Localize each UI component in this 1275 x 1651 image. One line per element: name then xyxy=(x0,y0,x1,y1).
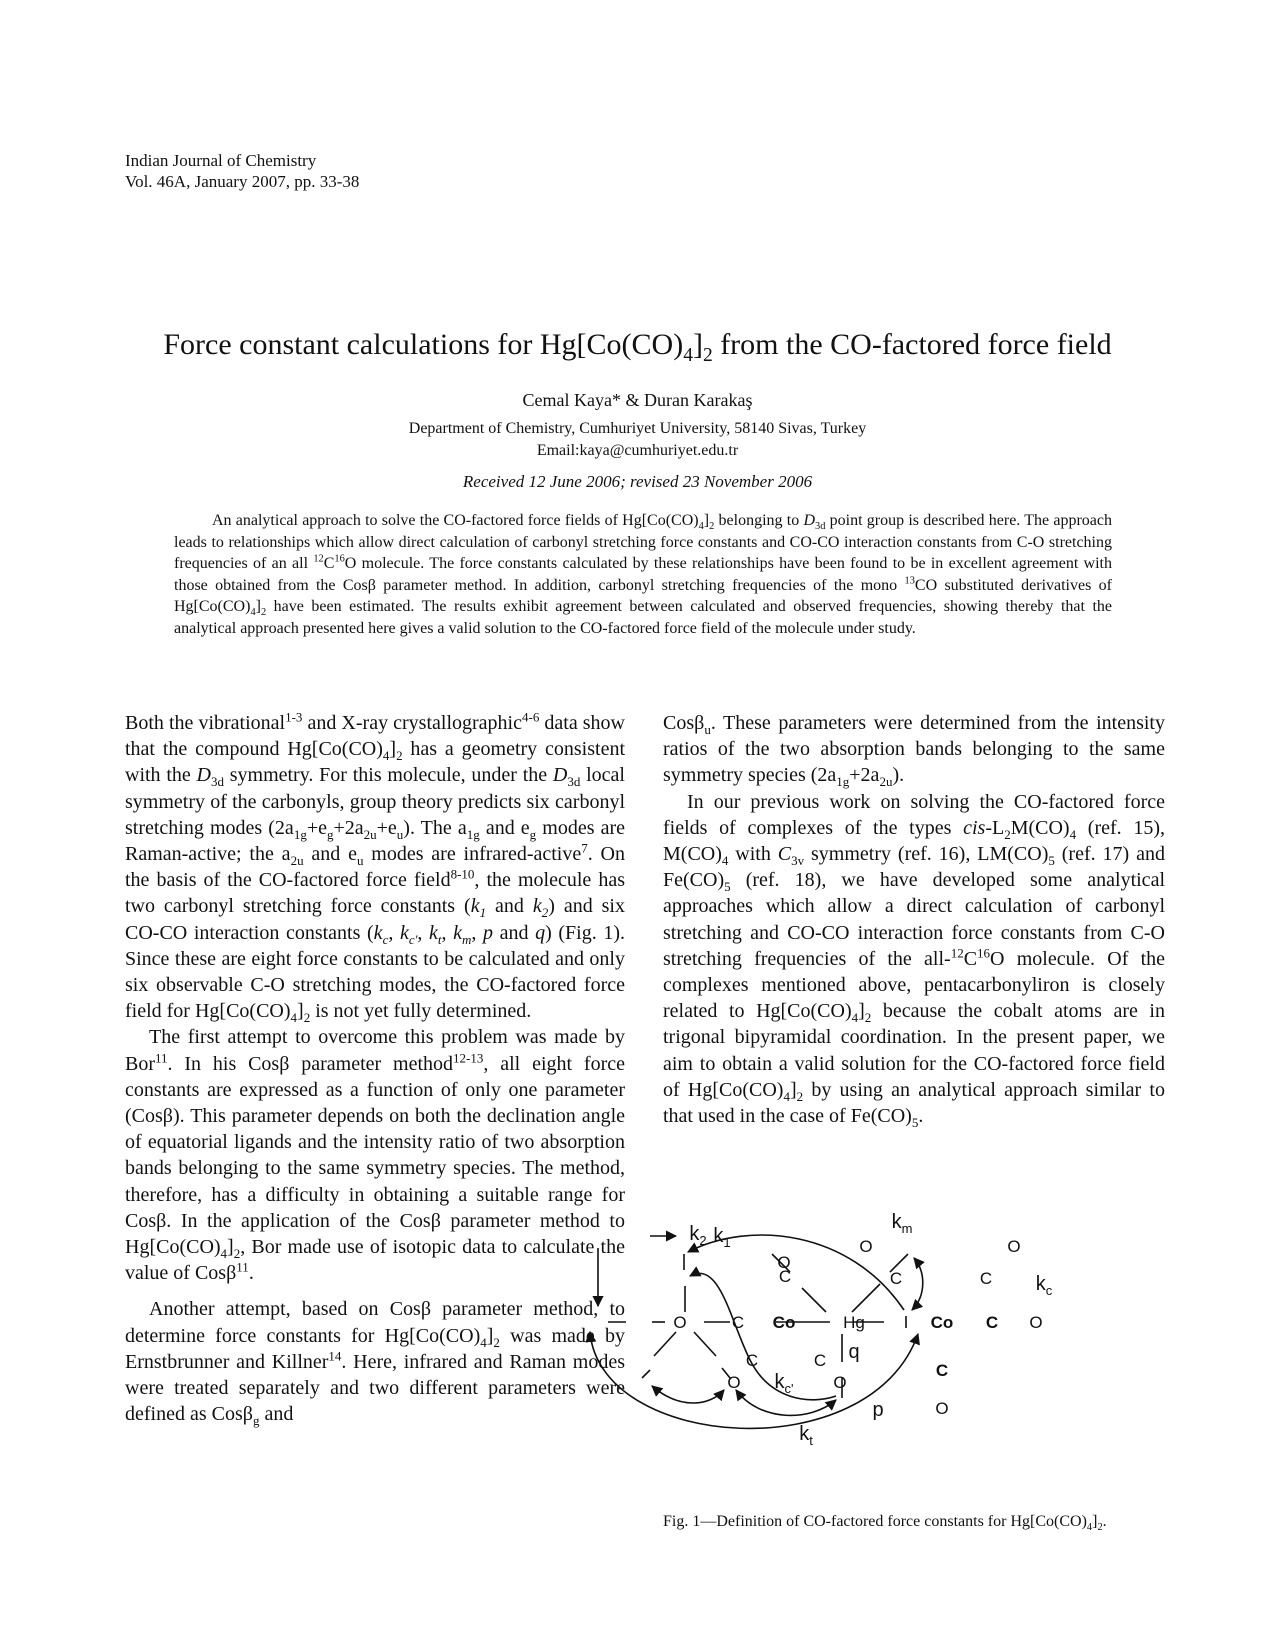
bond xyxy=(802,1288,826,1312)
atom-carbon: C xyxy=(935,1361,949,1380)
label-q: q xyxy=(848,1341,860,1363)
figure-1-diagram xyxy=(673,1200,1130,1490)
paragraph: Another attempt, based on Cosβ parameter method, to determine force constants for $Hg[Co(CO)_4]_2$ was made by Ernstbrunner and Killner$^{14}$. Here, infrared and Raman modes were treated separately and two different parameters were defined as Cosβ$_g$ and xyxy=(125,1298,625,1429)
authors: Cemal Kaya* & Duran Karakaş xyxy=(522,390,753,410)
atom-oxygen: O xyxy=(673,1313,687,1332)
label-kc: $k_c$ xyxy=(1035,1273,1053,1298)
abstract: An analytical approach to solve the CO-factored force fields of $Hg[Co(CO)_4]_2$ belonging to $D_{3d}$ point group is described here. The approach leads to relationships which allow direct calculation of carbonyl stretching force constants and CO-CO interaction constants from C-O stretching frequencies of an all $^{12}C^{16}O$ molecule. The force constants calculated by these relationships have been found to be in excellent agreement with those obtained from the Cosβ parameter method. In addition, carbonyl stretching frequencies of the mono $^{13}$CO substituted derivatives of $Hg[Co(CO)_4]_2$ have been estimated. The results exhibit agreement between calculated and observed frequencies, showing thereby that the analytical approach presented here gives a valid solution to the CO-factored force field of the molecule under study. xyxy=(174,512,1113,637)
atom-cobalt: Co xyxy=(772,1313,796,1332)
atom-mercury: Hg xyxy=(843,1313,865,1332)
atom-oxygen: O xyxy=(727,1373,741,1392)
bond xyxy=(694,1332,716,1356)
affiliation-block xyxy=(0,418,1275,462)
bond xyxy=(642,1370,650,1378)
kcp-arrow xyxy=(652,1386,724,1403)
atom-carbon: C xyxy=(979,1269,993,1288)
journal-name: Indian Journal of Chemistry xyxy=(125,151,317,170)
q-arrow xyxy=(690,1273,836,1399)
atom-carbon: C xyxy=(745,1351,759,1370)
journal-header xyxy=(125,150,359,192)
paragraph: Cosβ$_u$. These parameters were determined from the intensity ratios of the two absorption bands belonging to the same symmetry species $(2a_{1g}+2a_{2u})$. xyxy=(663,712,1165,790)
atom-oxygen: O xyxy=(1007,1237,1021,1256)
right-column xyxy=(663,710,1165,1129)
atom-carbon: C xyxy=(778,1267,792,1286)
kc-arrow xyxy=(912,1258,923,1310)
label-kcp: $k_{c'}$ xyxy=(774,1371,794,1396)
atom-oxygen: O xyxy=(833,1373,847,1392)
bond xyxy=(852,1284,880,1312)
atom-oxygen: O xyxy=(1029,1313,1043,1332)
atom-cobalt: Co xyxy=(930,1313,954,1332)
label-kt: $k_t$ xyxy=(799,1423,813,1448)
atom-carbon: C xyxy=(813,1351,827,1370)
atom-carbon: C xyxy=(731,1313,745,1332)
email: Email:kaya@cumhuriyet.edu.tr xyxy=(536,442,739,459)
received-dates: Received 12 June 2006; revised 23 November 2006 xyxy=(462,472,813,491)
figure-1-caption: Fig. 1—Definition of CO-factored force constants for $Hg[Co(CO)_4]_2$. xyxy=(663,1513,1107,1534)
journal-volume: Vol. 46A, January 2007, pp. 33-38 xyxy=(125,172,360,191)
atom-carbon: C xyxy=(889,1269,903,1288)
paper-title: Force constant calculations for $Hg[Co(CO)_4]_2$ from the CO-factored force field xyxy=(163,328,1112,366)
label-k1: $k_1$ xyxy=(713,1225,731,1250)
paragraph: In our previous work on solving the CO-factored force fields of complexes of the types cis-$L_2M(CO)_4$ (ref. 15), $M(CO)_4$ with $C_{3v}$ symmetry (ref. 16), $LM(CO)_5$ (ref. 17) and $Fe(CO)_5$ (ref. 18), we have developed some analytical approaches which allow a direct calculation of carbonyl stretching and CO-CO interaction force constants from C-O stretching frequencies of the all-$^{12}C^{16}O$ molecule. Of the complexes mentioned above, pentacarbonyliron is closely related to $Hg[Co(CO)_4]_2$ because the cobalt atoms are in trigonal bipyramidal coordination. In the present paper, we aim to obtain a valid solution for the CO-factored force field of $Hg[Co(CO)_4]_2$ by using an analytical approach similar to that used in the case of $Fe(CO)_5$. xyxy=(663,790,1166,1131)
label-km: $k_m$ xyxy=(891,1211,913,1236)
left-column xyxy=(125,710,625,1427)
paragraph: The first attempt to overcome this problem was made by Bor$^{11}$. In his Cosβ parameter method$^{12-13}$, all eight force constants are expressed as a function of only one parameter (Cosβ). This parameter depends on both the declination angle of equatorial ligands and the intensity ratio of two absorption bands belonging to the same symmetry species. The method, therefore, has a difficulty in obtaining a suitable range for Cosβ. In the application of the Cosβ parameter method to $Hg[Co(CO)_4]_2$, Bor made use of isotopic data to calculate the value of Cosβ$^{11}$. xyxy=(125,1026,625,1285)
bond xyxy=(654,1332,676,1356)
kt-arrow xyxy=(590,1332,918,1428)
atom-oxygen: O xyxy=(859,1237,873,1256)
atom-oxygen: O xyxy=(935,1399,949,1418)
atom-carbon: C xyxy=(985,1313,999,1332)
label-p: p xyxy=(872,1399,884,1421)
paragraph: Both the vibrational$^{1-3}$ and X-ray crystallographic$^{4-6}$ data show that the compound $Hg[Co(CO)_4]_2$ has a geometry consistent with the $D_{3d}$ symmetry. For this molecule, under the $D_{3d}$ local symmetry of the carbonyls, group theory predicts six carbonyl stretching modes $(2a_{1g}+e_g+2a_{2u}+e_u)$. The $a_{1g}$ and $e_g$ modes are Raman-active; the $a_{2u}$ and $e_u$ modes are infrared-active$^7$. On the basis of the CO-factored force field$^{8-10}$, the molecule has two carbonyl stretching force constants ($k_1$ and $k_2$) and six CO-CO interaction constants ($k_c$, $k_{c'}$, $k_t$, $k_m$, p and q) (Fig. 1). Since these are eight force constants to be calculated and only six observable C-O stretching modes, the CO-factored force field for $Hg[Co(CO)_4]_2$ is not yet fully determined. xyxy=(125,709,625,1026)
affiliation: Department of Chemistry, Cumhuriyet University, 58140 Sivas, Turkey xyxy=(408,420,867,437)
atom-oxygen: O xyxy=(777,1253,791,1272)
label-k2: $k_2$ xyxy=(689,1223,707,1248)
